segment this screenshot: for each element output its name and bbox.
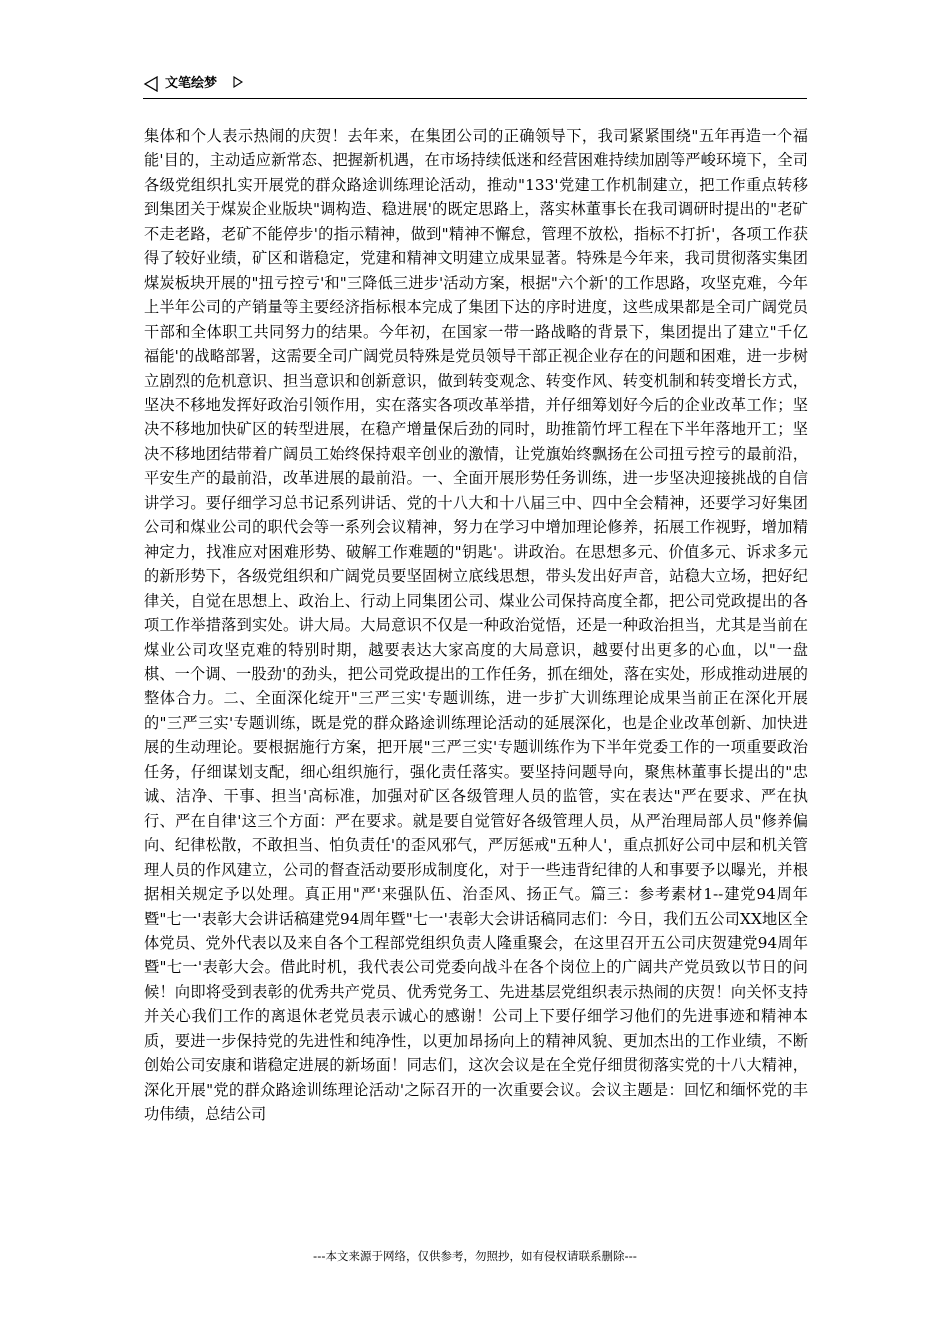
document-body: 集体和个人表示热闹的庆贺！去年来，在集团公司的正确领导下，我司紧紧围绕"五年再造一个福能'目的，主动适应新常态、把握新机遇，在市场持续低迷和经营困难持续加剧等严峻环境下，全司各级党组织扎实开展党的群众路途训练理论活动，推动"133'党建工作机制建立，把工作重点转移到集团关于煤炭企业版块"调构造、稳进展'的既定思路上，落实林董事长在我司调研时提出的"老矿不走老路，老矿不能停步'的指示精神，做到"精神不懈怠，管理不放松，指标不打折'，各项工作获得了较好业绩，矿区和谐稳定，党建和精神文明建立成果显著。特殊是今年来，我司贯彻落实集团煤炭板块开展的"扭亏控亏'和"三降低三进步'活动方案，根据"六个新'的工作思路，攻坚克难，今年上半年公司的产销量等主要经济指标根本完成了集团下达的序时进度，这些成果都是全司广阔党员干部和全体职工共同努力的结果。今年初，在国家一带一路战略的背景下，集团提出了建立"千亿福能'的战略部署，这需要全司广阔党员特殊是党员领导干部正视企业存在的问题和困难，进一步树立剧烈的危机意识、担当意识和创新意识，做到转变观念、转变作风、转变机制和转变增长方式，坚决不移地发挥好政治引领作用，实在落实各项改革举措，并仔细筹划好今后的企业改革工作；坚决不移地加快矿区的转型进展，在稳产增量保后劲的同时，助推箭竹坪工程在下半年落地开工；坚决不移地团结带着广阔员工始终保持艰辛创业的激情，让党旗始终飘扬在公司扭亏控亏的最前沿，平安生产的最前沿，改革进展的最前沿。一、全面开展形势任务训练，进一步坚决迎接挑战的自信讲学习。要仔细学习总书记系列讲话、党的十八大和十八届三中、四中全会精神，还要学习好集团公司和煤业公司的职代会等一系列会议精神，努力在学习中增加理论修养，拓展工作视野，增加精神定力，找准应对困难形势、破解工作难题的"钥匙'。讲政治。在思想多元、价值多元、诉求多元的新形势下，各级党组织和广阔党员要坚固树立底线思想，带头发出好声音，站稳大立场，把好纪律关，自觉在思想上、政治上、行动上同集团公司、煤业公司保持高度全都，把公司党政提出的各项工作举措落到实处。讲大局。大局意识不仅是一种政治觉悟，还是一种政治担当，尤其是当前在煤业公司攻坚克难的特别时期，越要表达大家高度的大局意识，越要付出更多的心血，以"一盘棋、一个调、一股劲'的劲头，把公司党政提出的工作任务，抓在细处，落在实处，形成推动进展的整体合力。二、全面深化绽开"三严三实'专题训练，进一步扩大训练理论成果当前正在深化开展的"三严三实'专题训练，既是党的群众路途训练理论活动的延展深化，也是企业改革创新、加快进展的生动理论。要根据施行方案，把开展"三严三实'专题训练作为下半年党委工作的一项重要政治任务，仔细谋划支配，细心组织施行，强化责任落实。要坚持问题导向，聚焦林董事长提出的"忠诚、洁净、干事、担当'高标准，加强对矿区各级管理人员的监管，实在表达"严在要求、严在执行、严在自律'这三个方面：严在要求。就是要自觉管好各级管理人员，从严治理局部人员"修养偏向、纪律松散，不敢担当、怕负责任'的歪风邪气，严厉惩戒"五种人'，重点抓好公司中层和机关管理人员的作风建立，公司的督查活动要形成制度化，对于一些违背纪律的人和事要予以曝光，并根据相关规定予以处理。真正用"严'来强队伍、治歪风、扬正气。篇三：参考素材1--建党94周年暨"七一'表彰大会讲话稿建党94周年暨"七一'表彰大会讲话稿同志们：今日，我们五公司XX地区全体党员、党外代表以及来自各个工程部党组织负责人隆重聚会，在这里召开五公司庆贺建党94周年暨"七一'表彰大会。借此时机，我代表公司党委向战斗在各个岗位上的广阔共产党员致以节日的问候！向即将受到表彰的优秀共产党员、优秀党务工、先进基层党组织表示热闹的庆贺！向关怀支持并关心我们工作的离退休老党员表示诚心的感谢！公司上下要仔细学习他们的先进事迹和精神本质，要进一步保持党的先进性和纯净性，以更加昂扬向上的精神风貌、更加杰出的工作业绩，不断创始公司安康和谐稳定进展的新场面！同志们，这次会议是在全党仔细贯彻落实党的十八大精神，深化开展"党的群众路途训练理论活动'之际召开的一次重要会议。会议主题是：回忆和缅怀党的丰功伟绩，总结公司 [144,127,808,1124]
page-header [143,70,807,99]
triangle-right-small-outline-icon [233,76,243,88]
triangle-left-outline-icon [143,76,159,92]
page-footer: ---本文来源于网络，仅供参考，勿照抄，如有侵权请联系删除--- [313,1249,637,1263]
header-title: 文笔绘梦 [165,76,218,91]
